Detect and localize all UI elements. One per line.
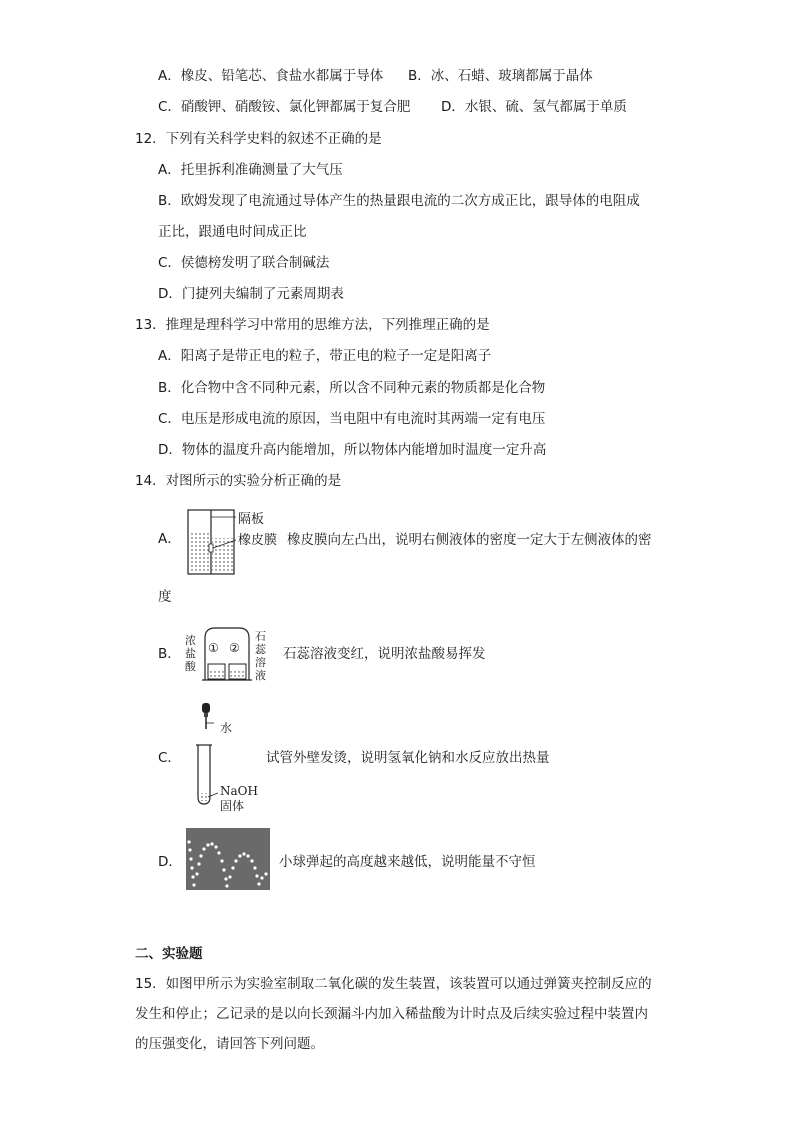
q12-option-b-line2: 正比，跟通电时间成正比 bbox=[158, 224, 307, 240]
q14-option-a-text-cont: 度 bbox=[158, 589, 172, 605]
q14-option-b-letter: B． bbox=[158, 646, 181, 662]
hcl-label-char: 盐 bbox=[185, 647, 196, 660]
litmus-label-char: 液 bbox=[255, 669, 266, 682]
q13-option-b: B．化合物中含不同种元素，所以含不同种元素的物质都是化合物 bbox=[158, 380, 546, 396]
q12-stem: 12．下列有关科学史料的叙述不正确的是 bbox=[135, 131, 382, 147]
q14-option-a-text: 橡皮膜向左凸出，说明右侧液体的密度一定大于左侧液体的密 bbox=[287, 532, 652, 548]
hcl-label-char: 酸 bbox=[185, 660, 196, 673]
hcl-label-char: 浓 bbox=[185, 634, 196, 647]
litmus-label-char: 蕊 bbox=[255, 643, 266, 656]
naoh-label: NaOH bbox=[220, 784, 258, 798]
hcl-label bbox=[185, 634, 199, 673]
q13-option-c: C．电压是形成电流的原因，当电阻中有电流时其两端一定有电压 bbox=[158, 411, 546, 427]
q15-line2: 发生和停止；乙记录的是以向长颈漏斗内加入稀盐酸为计时点及后续实验过程中装置内 bbox=[135, 1006, 648, 1022]
q11-option-c: C．硝酸钾、硝酸铵、氯化钾都属于复合肥 bbox=[158, 99, 411, 115]
q13-stem: 13．推理是理科学习中常用的思维方法，下列推理正确的是 bbox=[135, 317, 490, 333]
litmus-label-char: 溶 bbox=[255, 656, 266, 669]
beaker-2-label: ② bbox=[229, 641, 240, 655]
test-tube-figure bbox=[192, 703, 222, 807]
q11-option-b: B．冰、石蜡、玻璃都属于晶体 bbox=[408, 68, 593, 84]
q12-option-a: A．托里拆利准确测量了大气压 bbox=[158, 162, 343, 178]
litmus-label bbox=[255, 630, 269, 682]
q11-option-a: A．橡皮、铅笔芯、食盐水都属于导体 bbox=[158, 68, 384, 84]
q14-option-d-text: 小球弹起的高度越来越低，说明能量不守恒 bbox=[279, 854, 536, 870]
solid-label: 固体 bbox=[220, 799, 245, 813]
q13-option-d: D．物体的温度升高内能增加，所以物体内能增加时温度一定升高 bbox=[158, 442, 547, 458]
q14-stem: 14．对图所示的实验分析正确的是 bbox=[135, 473, 342, 489]
q11-option-d: D．水银、硫、氢气都属于单质 bbox=[441, 99, 627, 115]
q13-option-a: A．阳离子是带正电的粒子，带正电的粒子一定是阳离子 bbox=[158, 348, 492, 364]
bouncing-ball-photo bbox=[186, 828, 270, 890]
q12-option-b-line1: B．欧姆发现了电流通过导体产生的热量跟电流的二次方成正比，跟导体的电阻成 bbox=[158, 193, 640, 209]
litmus-label-char: 石 bbox=[255, 630, 266, 643]
q15-line1: 15．如图甲所示为实验室制取二氧化碳的发生装置，该装置可以通过弹簧夹控制反应的 bbox=[135, 976, 652, 992]
q14-option-a-letter: A． bbox=[158, 531, 181, 547]
beaker-1-label: ① bbox=[208, 641, 219, 655]
q15-line3: 的压强变化，请回答下列问题。 bbox=[135, 1036, 324, 1052]
rubber-membrane-label: 橡皮膜 bbox=[238, 533, 278, 548]
q12-option-c: C．侯德榜发明了联合制碱法 bbox=[158, 255, 330, 271]
section-heading: 二、实验题 bbox=[135, 946, 203, 962]
q14-option-c-text: 试管外壁发烫，说明氢氧化钠和水反应放出热量 bbox=[266, 750, 550, 766]
q14-option-d-letter: D． bbox=[158, 854, 182, 870]
q14-option-b-text: 石蕊溶液变红，说明浓盐酸易挥发 bbox=[283, 646, 486, 662]
q14-option-c-letter: C． bbox=[158, 750, 181, 766]
water-label: 水 bbox=[220, 721, 233, 735]
q12-option-d: D．门捷列夫编制了元素周期表 bbox=[158, 286, 344, 302]
partition-label: 隔板 bbox=[238, 512, 265, 527]
